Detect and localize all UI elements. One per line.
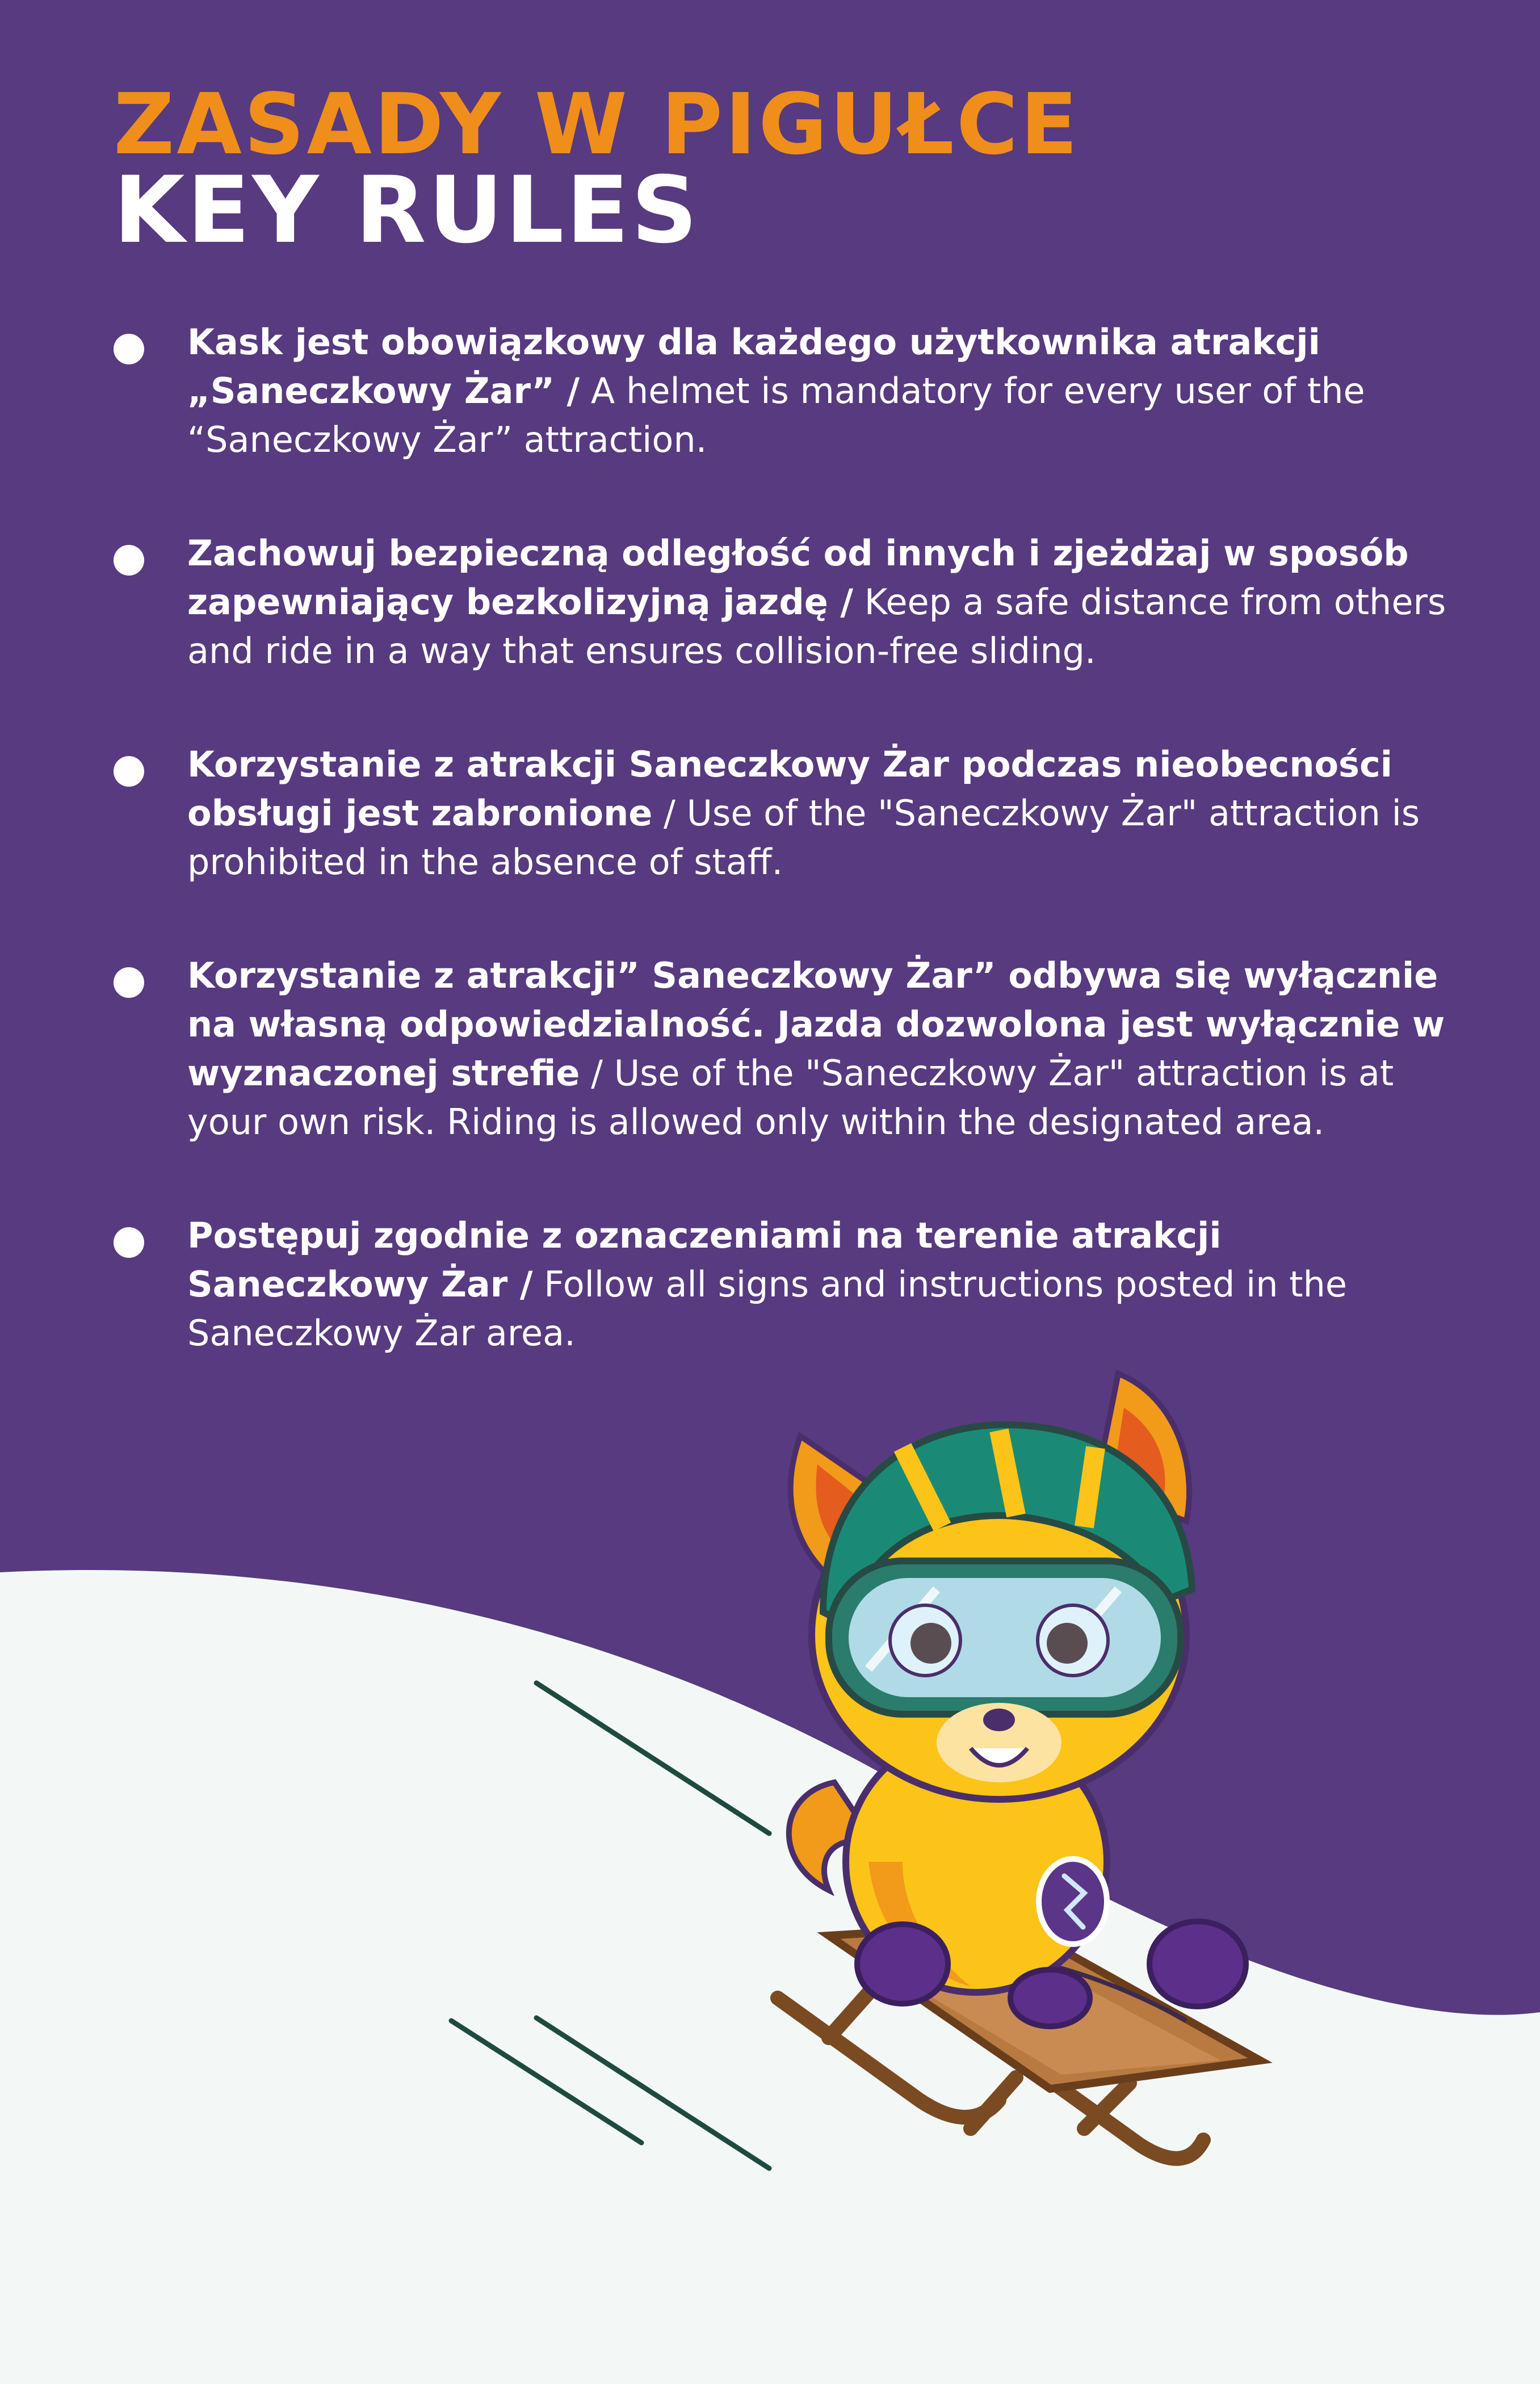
rule-text-polish: Korzystanie z atrakcji Saneczkowy Żar podczas nieobecności obsługi jest zabronione xyxy=(187,744,1392,834)
rule-text-english: Keep a safe distance from others and ride in a way that ensures collision-free sliding. xyxy=(187,581,1446,671)
rule-text-polish: Korzystanie z atrakcji” Saneczkowy Żar” odbywa się wyłącznie na własną odpowiedzialność. Jazda dozwolona jest wyłącznie w wyznaczonej strefie xyxy=(187,955,1445,1094)
rule-text-english: / Use of the "Saneczkowy Żar" attraction is prohibited in the absence of staff. xyxy=(187,792,1420,883)
rules-list xyxy=(114,318,1465,1422)
rule-text-polish: Postępuj zgodnie z oznaczeniami na terenie atrakcji Saneczkowy Żar / xyxy=(187,1215,1222,1305)
rule-text-polish: Kask jest obowiązkowy dla każdego użytkownika atrakcji „Saneczkowy Żar” / xyxy=(187,321,1320,412)
rule-follow-signs xyxy=(114,1211,1465,1358)
rule-text-english: A helmet is mandatory for every user of the “Saneczkowy Żar” attraction. xyxy=(187,370,1365,460)
bullet-icon xyxy=(114,1227,144,1258)
bullet-icon xyxy=(114,545,144,576)
rule-staff-presence xyxy=(114,740,1465,887)
title-english: KEY RULES xyxy=(114,157,700,264)
rule-safe-distance xyxy=(114,529,1465,675)
rule-text-polish: Zachowuj bezpieczną odległość od innych i zjeżdżaj w sposób zapewniający bezkolizyjną jazdę / xyxy=(187,532,1409,623)
rule-helmet xyxy=(114,318,1465,464)
title-polish: ZASADY W PIGUŁCE xyxy=(114,75,1080,173)
rule-text-english: Follow all signs and instructions posted in the Saneczkowy Żar area. xyxy=(187,1264,1348,1354)
rule-text-english: / Use of the "Saneczkowy Żar" attraction is at your own risk. Riding is allowed only within the designated area. xyxy=(187,1052,1394,1143)
bullet-icon xyxy=(114,334,144,364)
bullet-icon xyxy=(114,967,144,998)
fox-on-sled-icon xyxy=(732,1351,1357,2225)
rule-own-risk xyxy=(114,951,1465,1147)
bullet-icon xyxy=(114,756,144,787)
